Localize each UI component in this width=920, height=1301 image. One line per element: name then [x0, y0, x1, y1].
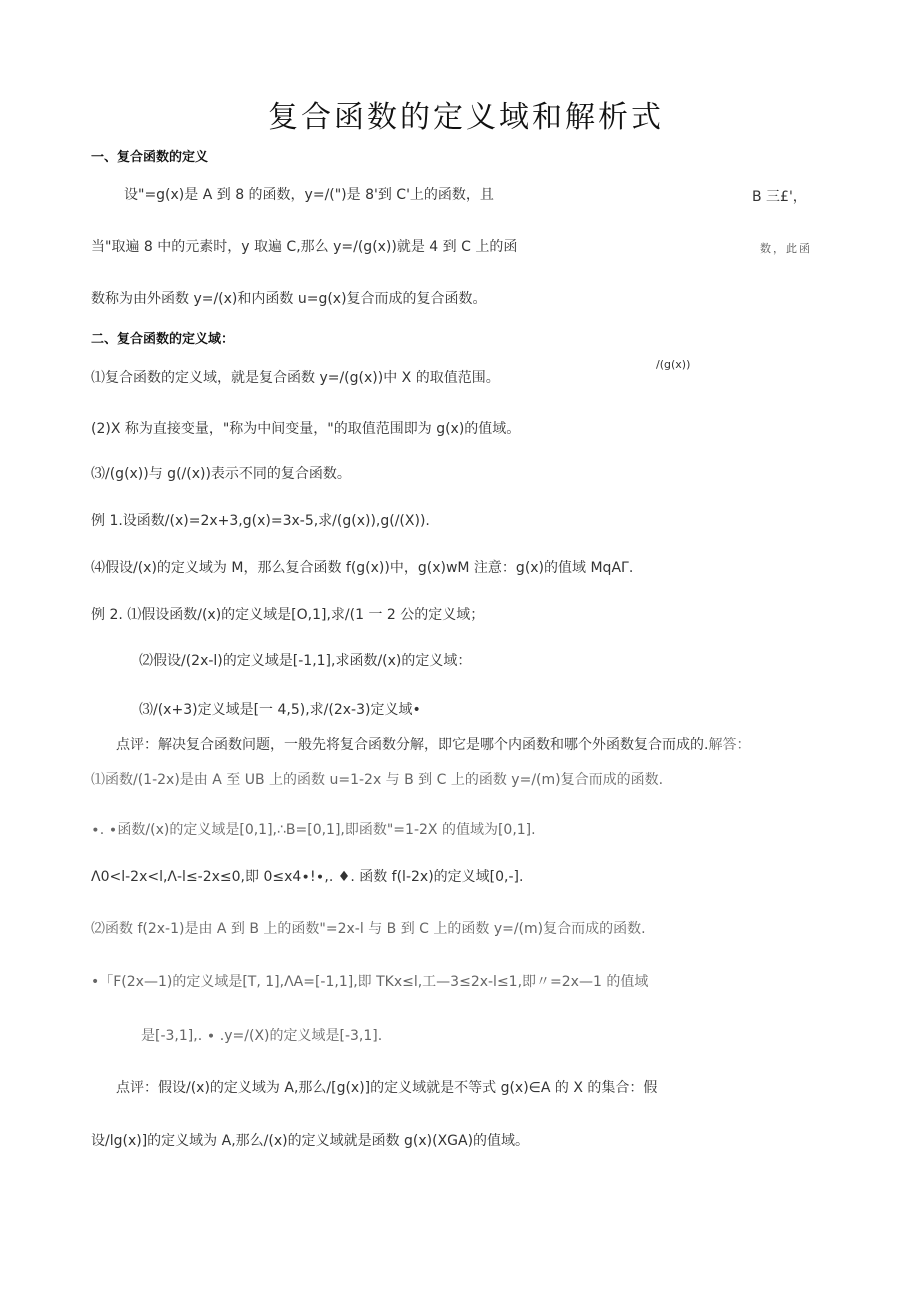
definition-item-2: (2)X 称为直接变量，"称为中间变量，"的取值范围即为 g(x)的值域。	[91, 421, 521, 437]
solution-line-6: 是[-3,1],. ∙ .y=/(X)的定义域是[-3,1].	[141, 1028, 383, 1044]
solution-line-4: ⑵函数 f(2x-1)是由 A 到 B 上的函数"=2x-l 与 B 到 C 上的函数 y=/(m)复合而成的函数.	[91, 921, 646, 937]
section2-heading: 二、复合函数的定义域：	[91, 332, 235, 347]
section1-line2-right: 数，此函	[760, 242, 812, 255]
section1-line1: 设"=g(x)是 A 到 8 的函数，y=/(")是 8'到 C'上的函数，且	[124, 187, 494, 203]
page-title: 复合函数的定义域和解析式	[268, 100, 664, 135]
section1-heading: 一、复合函数的定义	[91, 150, 209, 165]
example-2-part-1: 例 2. ⑴假设函数/(x)的定义域是[O,1],求/(1 一 2 公的定义域；	[91, 607, 485, 623]
definition-item-3: ⑶/(g(x))与 g(/(x))表示不同的复合函数。	[91, 466, 351, 482]
example-1: 例 1.设函数/(x)=2x+3,g(x)=3x-5,求/(g(x)),g(/(X)).	[91, 513, 430, 529]
section1-line1-right: B 三£'，	[752, 189, 807, 205]
solution-line-1: ⑴函数/(1-2x)是由 A 至 UB 上的函数 u=1-2x 与 B 到 C 上的函数 y=/(m)复合而成的函数.	[91, 772, 664, 788]
section2-note: /(g(x))	[656, 358, 691, 371]
definition-item-4: ⑷假设/(x)的定义域为 M，那么复合函数 f(g(x))中，g(x)wM 注意：g(x)的值域 MqAΓ.	[91, 560, 634, 576]
comment2-line-1: 点评：假设/(x)的定义域为 A,那么/[g(x)]的定义域就是不等式 g(x)∈A 的 X 的集合：假	[116, 1080, 658, 1096]
solution-line-3: Λ0<l-2x<l,Λ-l≤-2x≤0,即 0≤x4∙!∙,. ♦. 函数 f(l-2x)的定义域[0,-].	[91, 869, 524, 885]
example-2-part-3: ⑶/(x+3)定义域是[一 4,5),求/(2x-3)定义域•	[139, 702, 421, 718]
example-2-part-2: ⑵假设/(2x-l)的定义域是[-1,1],求函数/(x)的定义域：	[139, 653, 472, 669]
section1-line2: 当"取遍 8 中的元素时，y 取遍 C,那么 y=/(g(x))就是 4 到 C 上的函	[91, 239, 518, 255]
section1-line3: 数称为由外函数 y=/(x)和内函数 u=g(x)复合而成的复合函数。	[91, 291, 487, 307]
solution-line-5: •「F(2x—1)的定义域是[T, 1],ΛA=[-1,1],即 TKx≤l,工—3≤2x-l≤1,即〃=2x—1 的值域	[91, 974, 649, 990]
comment-text: 点评：解决复合函数问题，一般先将复合函数分解，即它是哪个内函数和哪个外函数复合而成的.	[116, 737, 709, 753]
solution-line-2: ∙. ∙函数/(x)的定义域是[0,1],∴B=[0,1],即函数"=1-2X 的值域为[0,1].	[91, 822, 536, 838]
definition-item-1: ⑴复合函数的定义域，就是复合函数 y=/(g(x))中 X 的取值范围。	[91, 370, 500, 386]
comment-line	[116, 734, 750, 754]
comment2-line-2: 设/lg(x)]的定义域为 A,那么/(x)的定义域就是函数 g(x)(XGA)的值域。	[91, 1133, 530, 1149]
answer-label: 解答：	[708, 737, 751, 753]
